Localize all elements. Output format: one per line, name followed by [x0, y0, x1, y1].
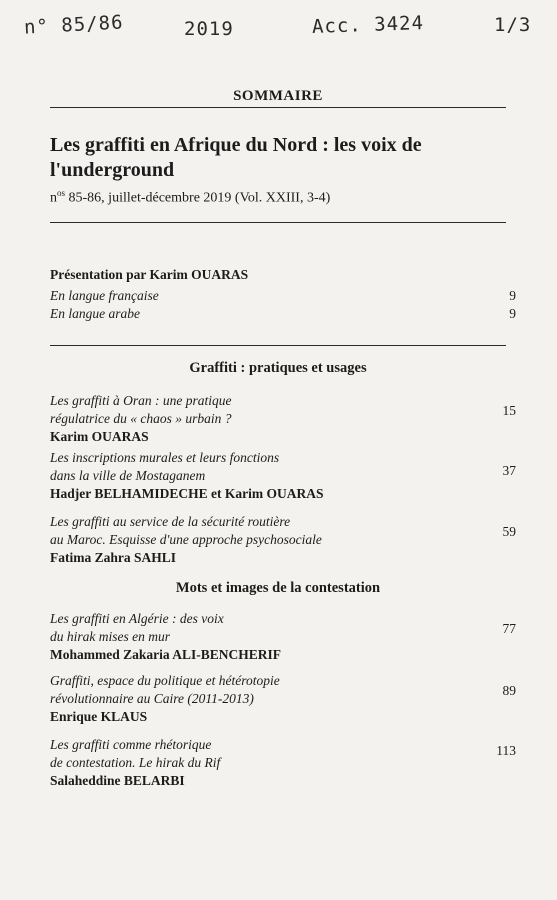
page-number: 113 [496, 743, 516, 758]
page-number: 9 [509, 306, 516, 321]
handwritten-fraction: 1/3 [494, 14, 532, 36]
page-number: 59 [502, 524, 516, 539]
heading-rule [50, 107, 506, 108]
article-entry [50, 672, 516, 726]
presentation-item [50, 287, 516, 305]
handwritten-year: 2019 [184, 18, 234, 40]
article-title-line: Les graffiti comme rhétorique [50, 737, 212, 752]
article-title-line: révolutionnaire au Caire (2011-2013) [50, 691, 254, 706]
article-title-line: Les graffiti à Oran : une pratique [50, 393, 232, 408]
issue-title: Les graffiti en Afrique du Nord : les voix de l'underground [50, 134, 422, 181]
article-entry [50, 392, 516, 446]
section-title: Mots et images de la contestation [175, 580, 381, 596]
page-number: 89 [502, 683, 516, 698]
article-entry [50, 736, 516, 790]
page-number: 9 [509, 288, 516, 303]
article-title-line: au Maroc. Esquisse d'une approche psychosociale [50, 532, 322, 547]
article-title-line: de contestation. Le hirak du Rif [50, 755, 221, 770]
presentation-rule [50, 345, 506, 346]
article-title-line: dans la ville de Mostaganem [50, 468, 206, 483]
sommaire-heading: SOMMAIRE [233, 88, 323, 104]
title-rule [50, 222, 506, 223]
presentation-block [50, 266, 516, 323]
handwritten-accession: Acc. 3424 [311, 12, 425, 38]
page-number: 15 [502, 403, 516, 418]
article-title-line: Graffiti, espace du politique et hétérotopie [50, 673, 280, 688]
issue-sup: os [57, 188, 66, 198]
issue-info [50, 188, 330, 207]
presentation-heading: Présentation par Karim OUARAS [50, 267, 249, 282]
page-number: 77 [502, 621, 516, 636]
article-title-line: du hirak mises en mur [50, 629, 170, 644]
page-number: 37 [502, 463, 516, 478]
article-entry [50, 449, 516, 503]
article-title-line: régulatrice du « chaos » urbain ? [50, 411, 232, 426]
article-entry [50, 513, 516, 567]
article-title-line: Les graffiti en Algérie : des voix [50, 611, 224, 626]
article-author: Mohammed Zakaria ALI-BENCHERIF [50, 647, 282, 662]
presentation-label: En langue arabe [50, 306, 140, 321]
article-entry [50, 610, 516, 664]
issue-prefix: n [50, 190, 57, 206]
presentation-label: En langue française [50, 288, 159, 303]
handwritten-ref-number: n° 85/86 [23, 11, 125, 39]
article-title-line: Les inscriptions murales et leurs fonctions [50, 450, 280, 465]
article-title-line: Les graffiti au service de la sécurité routière [50, 514, 291, 529]
section-title: Graffiti : pratiques et usages [189, 360, 367, 376]
article-author: Karim OUARAS [50, 429, 149, 444]
issue-text: 85-86, juillet-décembre 2019 (Vol. XXIII, 3-4) [65, 190, 331, 206]
article-author: Fatima Zahra SAHLI [50, 550, 177, 565]
presentation-item [50, 305, 516, 323]
article-author: Hadjer BELHAMIDECHE et Karim OUARAS [50, 486, 324, 501]
article-author: Salaheddine BELARBI [50, 773, 185, 788]
article-author: Enrique KLAUS [50, 709, 148, 724]
